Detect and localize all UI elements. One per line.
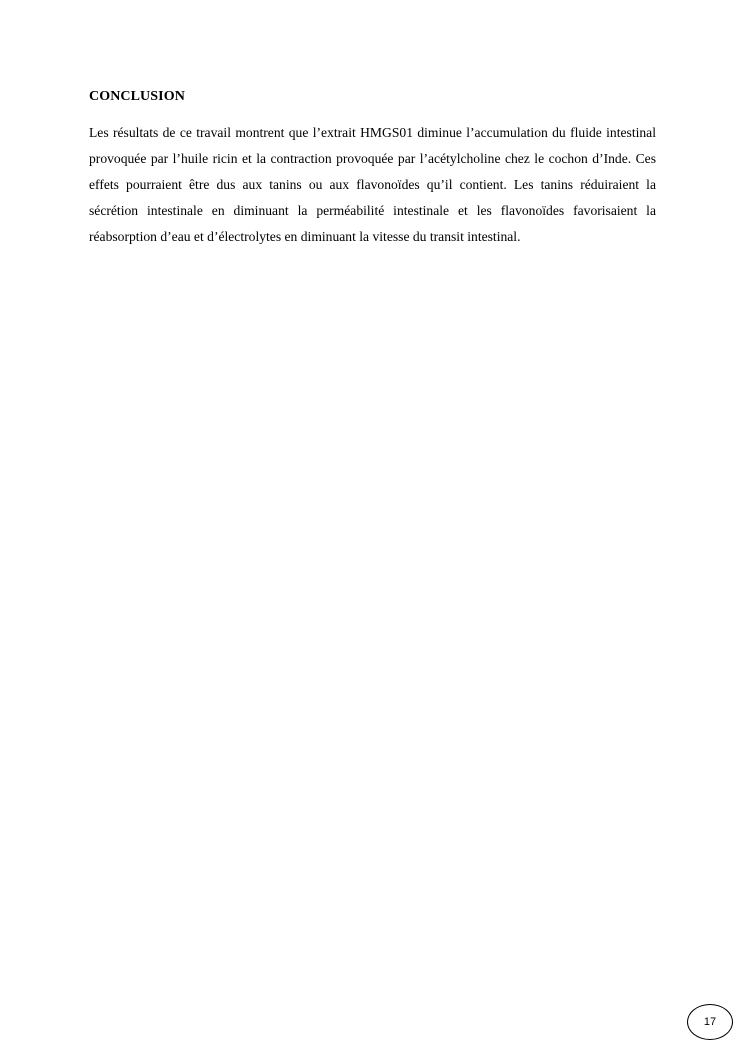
page-number-badge bbox=[687, 1004, 733, 1040]
page-number: 17 bbox=[703, 1016, 717, 1028]
section-heading: CONCLUSION bbox=[89, 89, 185, 104]
conclusion-paragraph: Les résultats de ce travail montrent que l’extrait HMGS01 diminue l’accumulation du fluide intestinal provoquée par l’huile ricin et la contraction provoquée par l’acétylcholine chez le cochon d’Inde. Ces effets pourraient être dus aux tanins ou aux flavonoïdes qu’il contient. Les tanins réduiraient la sécrétion intestinale en diminuant la perméabilité intestinale et les flavonoïdes favorisaient la réabsorption d’eau et d’électrolytes en diminuant la vitesse du transit intestinal. bbox=[89, 125, 656, 244]
